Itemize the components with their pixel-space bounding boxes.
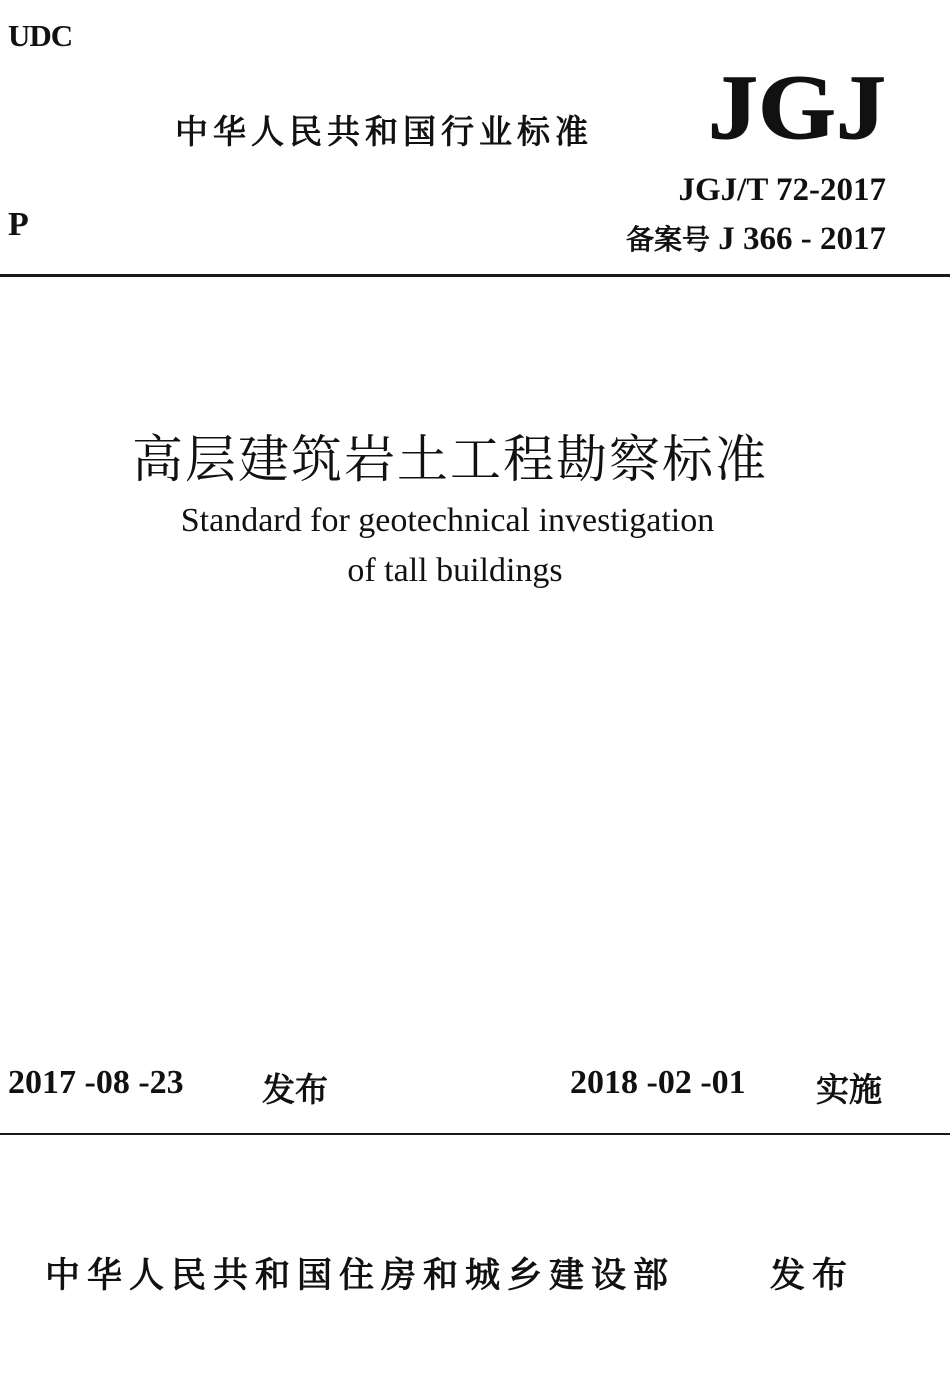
record-label: 备案号 [625,223,710,256]
issue-label: 发布 [262,1070,328,1109]
implementation-label: 实施 [816,1070,882,1109]
standard-code: JGJ/T 72-2017 [678,172,886,208]
classification-label: P [8,206,29,243]
implementation-date: 2018 -02 -01 [570,1064,746,1101]
title-english-line1: Standard for geotechnical investigation [180,502,715,539]
record-number: J 366 - 2017 [718,221,886,257]
jgj-logo [706,58,888,146]
logo-text: JGJ [708,58,886,146]
issuer-label: 发布 [770,1256,855,1296]
industry-standard-heading: 中华人民共和国行业标准 [175,112,593,151]
udc-label: UDC [8,18,73,53]
title-english-line2: of tall buildings [347,552,563,589]
title-chinese: 高层建筑岩土工程勘察标准 [131,431,768,490]
issue-date: 2017 -08 -23 [8,1064,184,1101]
top-divider [0,274,950,277]
bottom-divider [0,1133,950,1135]
issuing-ministry: 中华人民共和国住房和城乡建设部 [45,1256,676,1296]
record-number-line [626,218,886,258]
